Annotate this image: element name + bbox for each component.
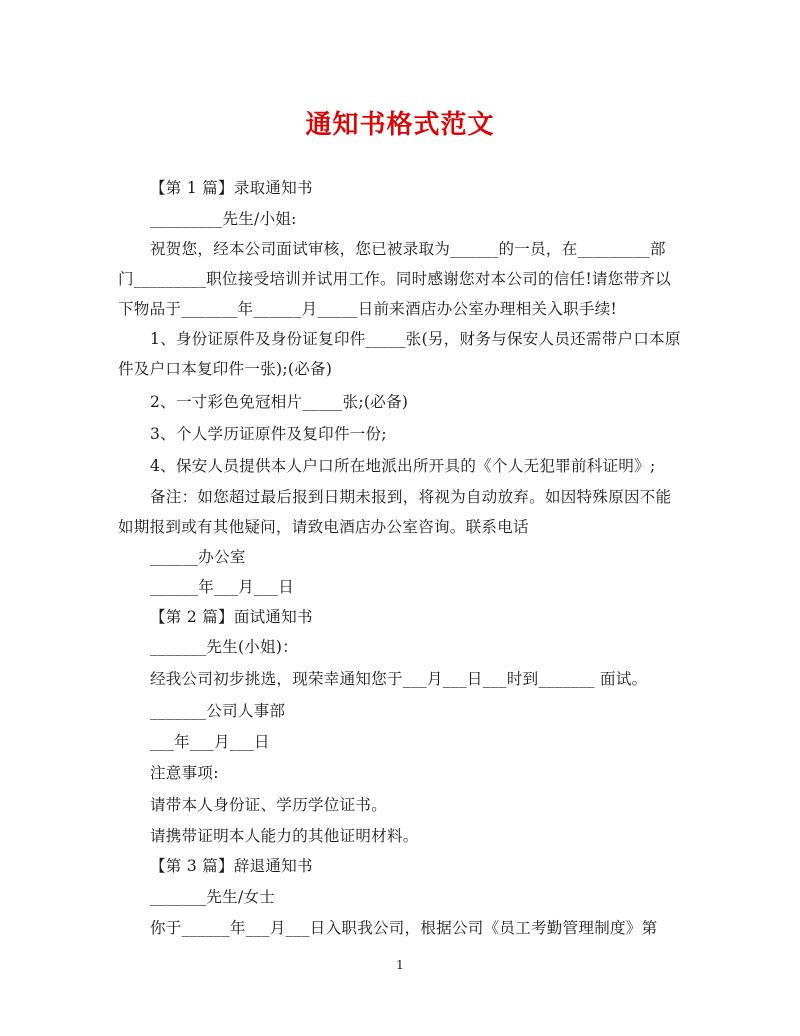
list-item: 2、一寸彩色免冠相片_____张;(必备) (150, 393, 409, 411)
section-2-heading: 【第 2 篇】面试通知书 (150, 608, 313, 626)
signature-date: ___年___月___日 (150, 733, 270, 751)
list-item: 1、身份证原件及身份证复印件_____张(另，财务与保安人员还需带户口本原 (150, 330, 681, 348)
paragraph-line: 经我公司初步挑选，现荣幸通知您于___月___日___时到_______ 面试。 (150, 670, 648, 688)
paragraph-line: 你于______年___月___日入职我公司，根据公司《员工考勤管理制度》第 (150, 919, 658, 937)
page-number: 1 (396, 958, 404, 972)
notes-heading: 注意事项: (150, 764, 219, 782)
list-item-continuation: 件及户口本复印件一张);(必备) (118, 360, 333, 378)
document-title: 通知书格式范文 (305, 110, 495, 140)
section-3-heading: 【第 3 篇】辞退通知书 (150, 857, 313, 875)
salutation-line: _______先生/女士 (150, 888, 276, 906)
note-line: 请带本人身份证、学历学位证书。 (150, 796, 388, 814)
list-item: 3、个人学历证原件及复印件一份; (150, 425, 387, 443)
list-item: 4、保安人员提供本人户口所在地派出所开具的《个人无犯罪前科证明》; (150, 457, 656, 475)
signature-office: _______公司人事部 (150, 702, 286, 720)
note-line: 备注：如您超过最后报到日期未报到，将视为自动放弃。如因特殊原因不能 (150, 488, 672, 506)
salutation-line: _______先生(小姐)： (150, 638, 299, 656)
salutation-line: _________先生/小姐: (150, 210, 297, 228)
paragraph-line: 下物品于_______年______月_____日前来酒店办公室办理相关入职手续! (118, 300, 618, 318)
paragraph-line: 祝贺您，经本公司面试审核，您已被录取为______的一员，在_________部 (150, 240, 666, 258)
signature-date: ______年___月___日 (150, 578, 295, 596)
section-1-heading: 【第 1 篇】录取通知书 (150, 179, 313, 197)
signature-office: ______办公室 (150, 548, 246, 566)
note-line: 请携带证明本人能力的其他证明材料。 (150, 827, 419, 845)
paragraph-line: 门_________职位接受培训并试用工作。同时感谢您对本公司的信任!请您带齐以 (118, 270, 671, 288)
note-line: 如期报到或有其他疑问，请致电酒店办公室咨询。联系电话 (118, 518, 529, 536)
